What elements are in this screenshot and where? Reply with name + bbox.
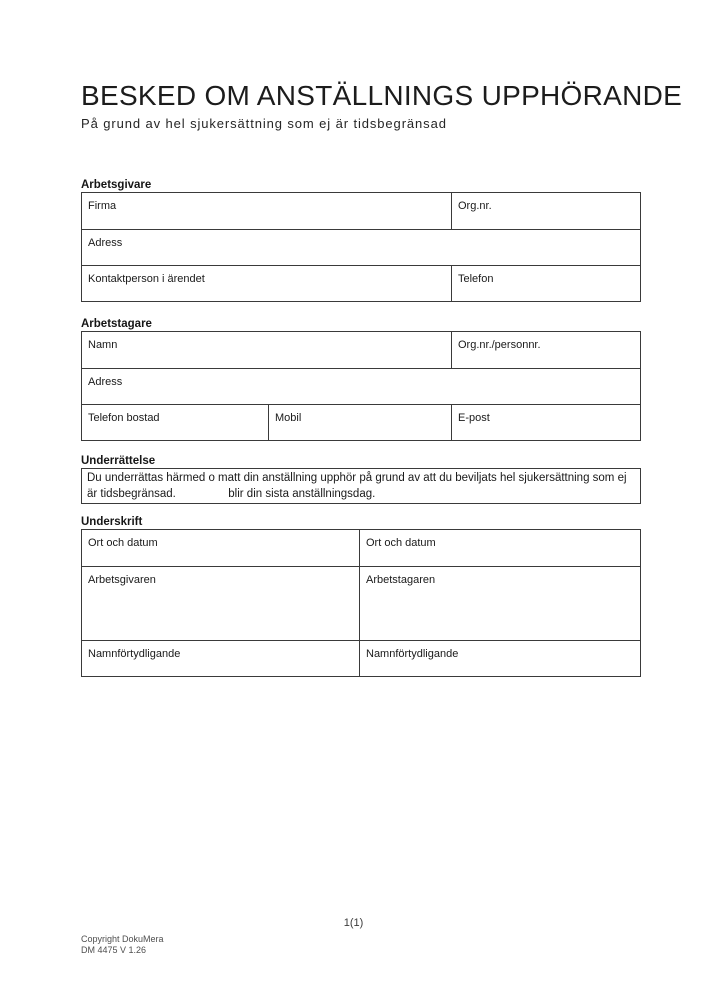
table-row [82,404,640,440]
table-row [82,530,640,566]
arbetsgivare-table [81,192,641,302]
kontaktperson-field-cell[interactable] [82,266,451,301]
section-heading-underrattelse: Underrättelse [81,455,156,467]
arbetstagaren-signature-field-cell[interactable] [359,567,640,640]
table-row [82,332,640,368]
namnfortydligande-left-field-cell[interactable] [82,641,359,676]
arbetsgivare-adress-field-label: Adress [88,237,123,249]
telefon-field-cell[interactable] [451,266,640,301]
namnfortydligande-right-field-label: Namnförtydligande [366,648,459,660]
kontaktperson-field-label: Kontaktperson i ärendet [88,273,205,285]
orgnr-personnr-field-cell[interactable] [451,332,640,368]
namnfortydligande-left-field-label: Namnförtydligande [88,648,181,660]
underrattelse-text-after-blank: blir din sista anställningsdag. [228,487,376,500]
footer-info [81,934,164,955]
arbetstagare-adress-field-cell[interactable] [82,369,640,404]
arbetsgivaren-signature-field-label: Arbetsgivaren [88,574,156,586]
ort-datum-left-field-label: Ort och datum [88,537,158,549]
underrattelse-notice-box [81,468,641,504]
document-title: BESKED OM ANSTÄLLNINGS UPPHÖRANDE [81,80,683,111]
document-content [81,0,683,677]
footer-copyright: Copyright DokuMera [81,934,164,944]
date-blank-field[interactable] [179,496,225,497]
telefon-bostad-field-label: Telefon bostad [88,412,160,424]
arbetstagare-adress-field-label: Adress [88,376,123,388]
telefon-bostad-field-cell[interactable] [82,405,268,440]
table-row [82,640,640,676]
arbetstagaren-signature-field-label: Arbetstagaren [366,574,436,586]
orgnr-field-cell[interactable] [451,193,640,229]
ort-datum-right-field-label: Ort och datum [366,537,436,549]
table-row [82,265,640,301]
underskrift-table [81,529,641,677]
namn-field-label: Namn [88,339,118,351]
namnfortydligande-right-field-cell[interactable] [359,641,640,676]
table-row [82,193,640,229]
page-number: 1(1) [343,917,364,929]
footer-doc-id: DM 4475 V 1.26 [81,944,147,955]
epost-field-label: E-post [458,412,490,424]
arbetsgivare-adress-field-cell[interactable] [82,230,640,265]
document-subtitle: På grund av hel sjukersättning som ej är tidsbegränsad [81,116,447,131]
table-row [82,229,640,265]
table-row [82,368,640,404]
section-heading-arbetsgivare: Arbetsgivare [81,179,152,191]
table-row [82,566,640,640]
mobil-field-label: Mobil [275,412,302,424]
firma-field-cell[interactable] [82,193,451,229]
arbetstagare-table [81,331,641,441]
underrattelse-text-before-blank: Du underrättas härmed o matt din anställning upphör på grund av att du beviljats hel sjukersättning som ej är tidsbegränsad. [87,472,627,500]
arbetsgivaren-signature-field-cell[interactable] [82,567,359,640]
ort-datum-right-field-cell[interactable] [359,530,640,566]
orgnr-personnr-field-label: Org.nr./personnr. [458,339,541,351]
mobil-field-cell[interactable] [268,405,451,440]
section-heading-underskrift: Underskrift [81,516,143,528]
firma-field-label: Firma [88,200,117,212]
namn-field-cell[interactable] [82,332,451,368]
section-heading-arbetstagare: Arbetstagare [81,318,152,330]
ort-datum-left-field-cell[interactable] [82,530,359,566]
telefon-field-label: Telefon [458,273,494,285]
orgnr-field-label: Org.nr. [458,200,492,212]
epost-field-cell[interactable] [451,405,640,440]
